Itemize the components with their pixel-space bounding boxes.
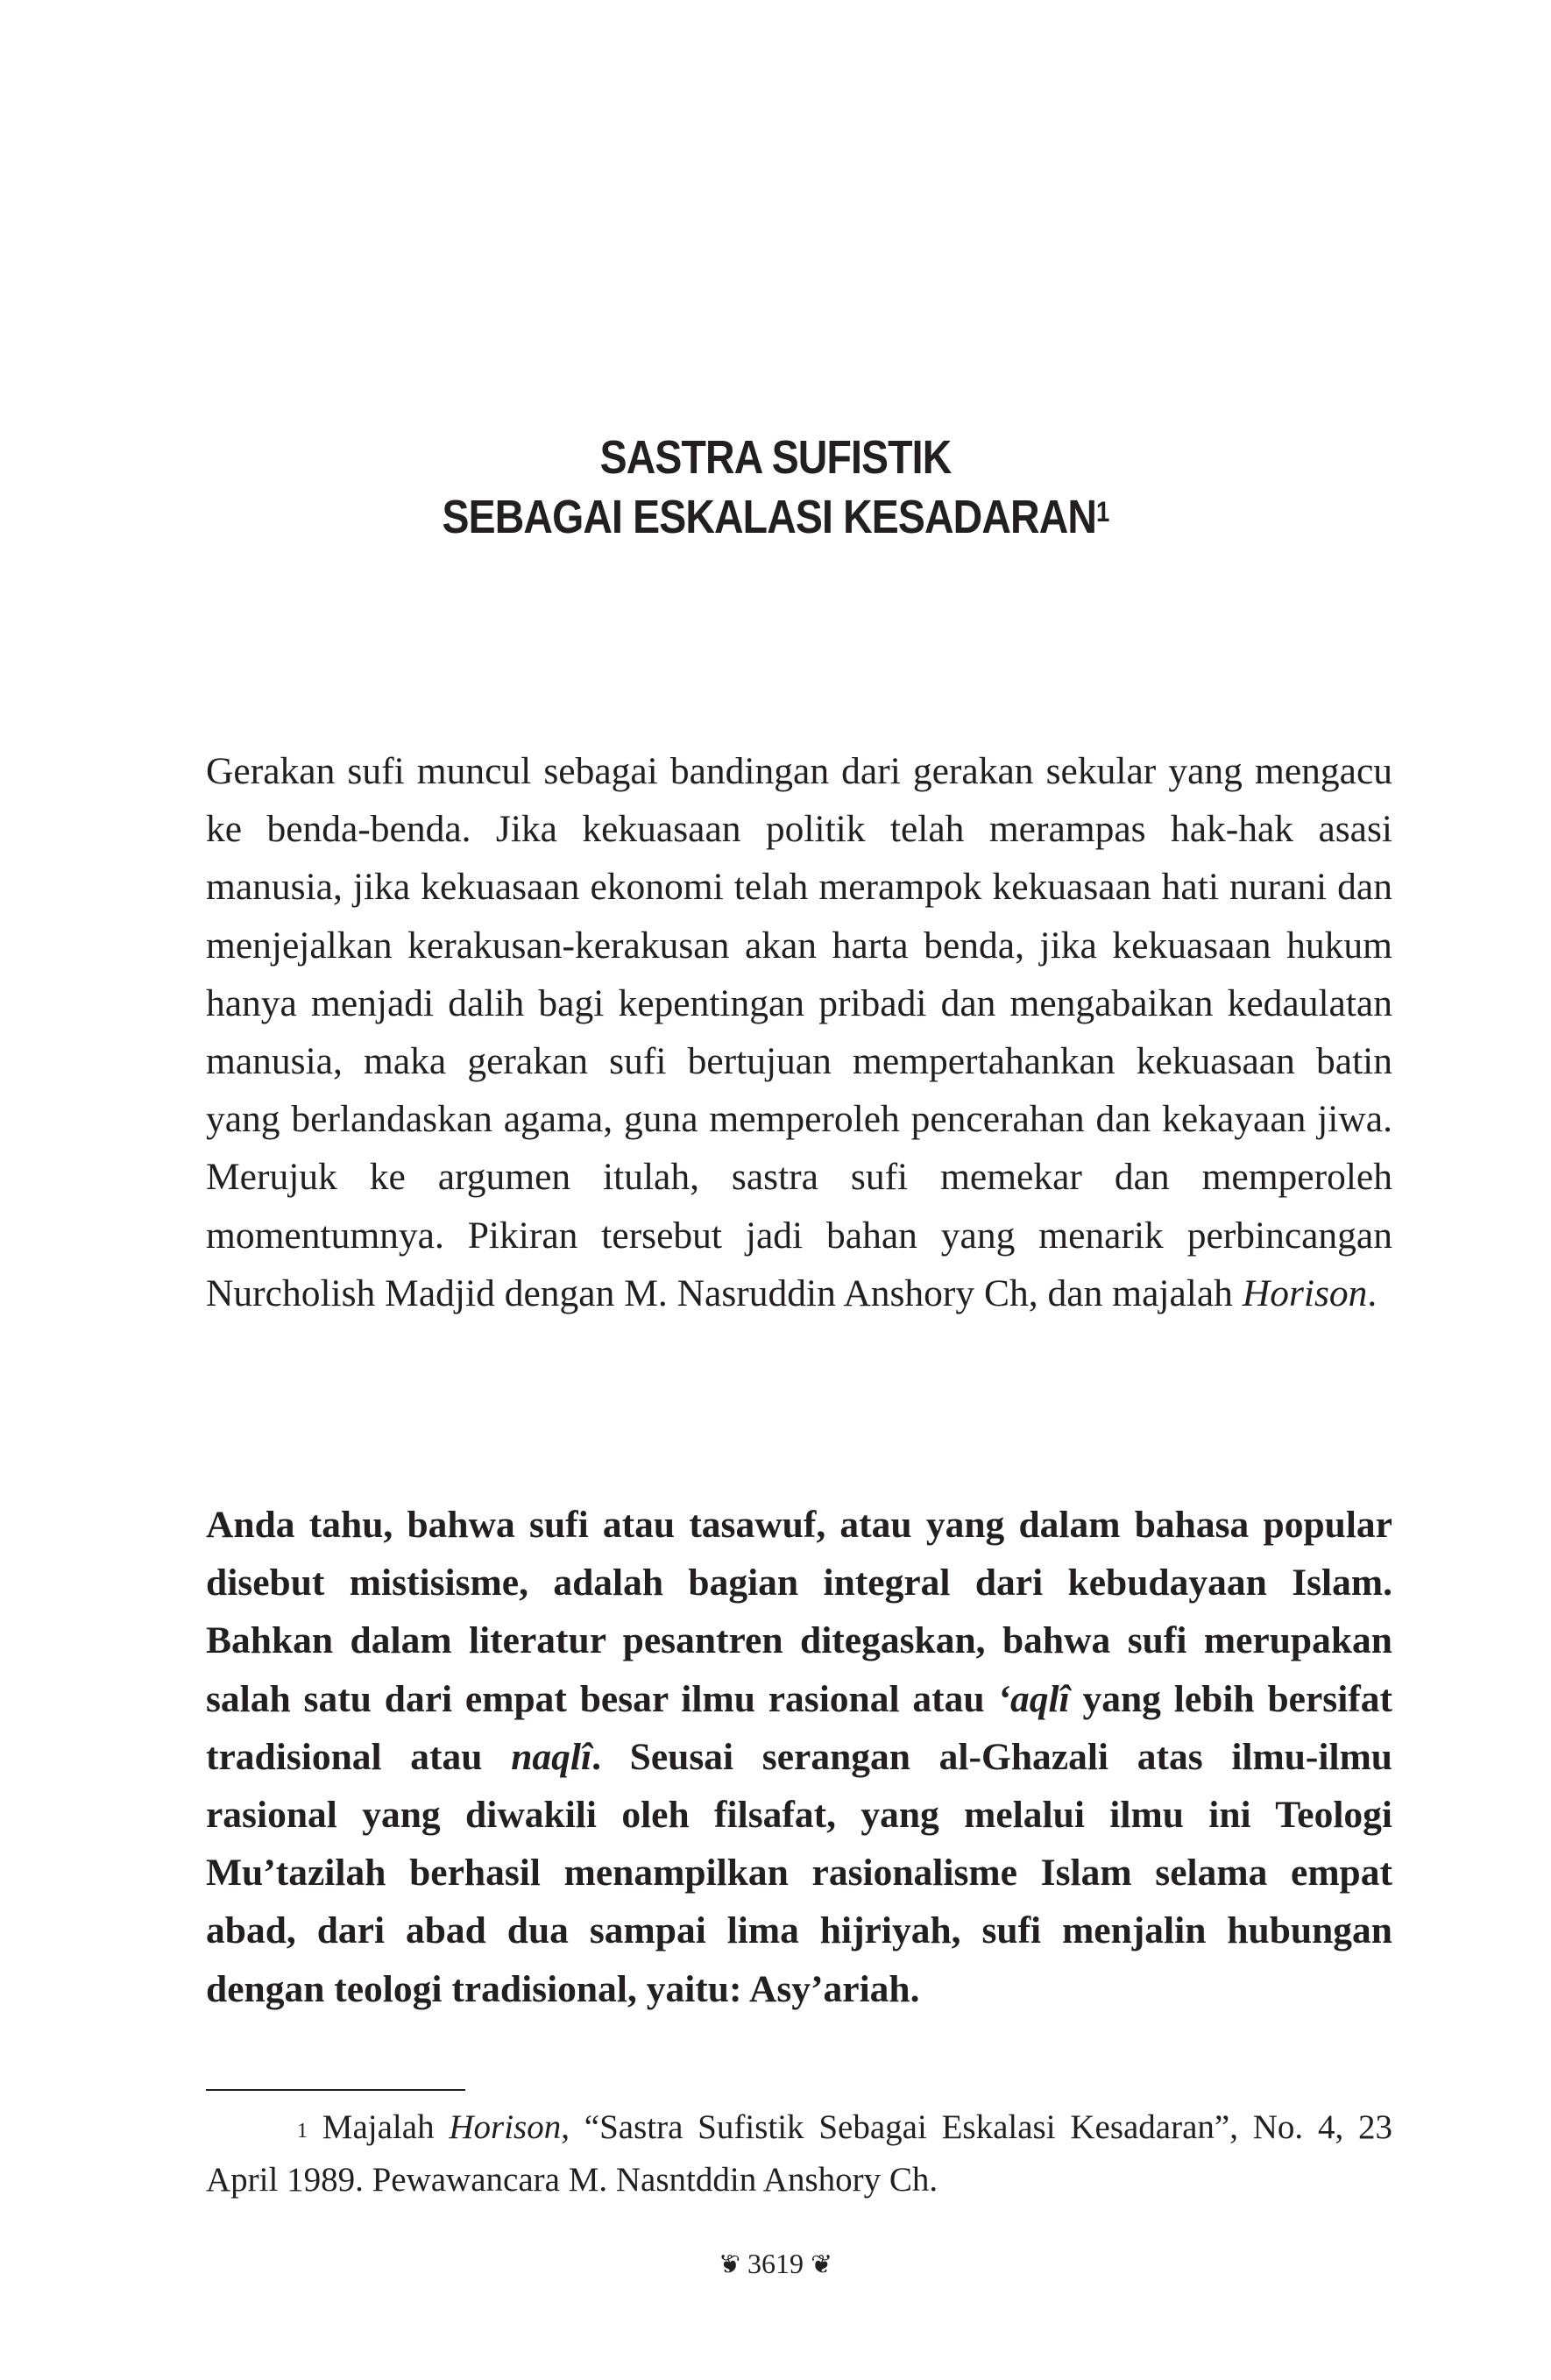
title-footnote-ref[interactable]: 1	[1096, 496, 1109, 528]
paragraph-2-part-2: yang lebih bersifat tradisional atau	[206, 1677, 1393, 1778]
paragraph-2-part-1: Anda tahu, bahwa sufi atau tasawuf, atau yang dalam bahasa popular disebut mistisisme, adalah bagian integral dari kebudayaan Islam. Bahkan dalam literatur pesantren ditegaskan, bahwa sufi merupakan salah satu dari empat besar ilmu rasional atau	[206, 1504, 1392, 1720]
page-title	[109, 428, 1442, 547]
paragraph-2-italic-aqli: ʻaqlî	[997, 1677, 1070, 1720]
footnote-italic: Horison	[449, 2108, 562, 2146]
title-line-1: SASTRA SUFISTIK	[599, 431, 952, 484]
footnote-rest: , “Sastra Sufistik Sebagai Eskalasi Kesadaran”, No. 4, 23 April 1989. Pewawancara M. Nasntddin Anshory Ch.	[206, 2108, 1393, 2199]
paragraph-1-end: .	[1367, 1271, 1377, 1314]
footnote-prefix: Majalah	[322, 2108, 435, 2146]
paragraph-2-part-3: . Seusai serangan al-Ghazali atas ilmu-ilmu rasional yang diwakili oleh filsafat, yang melalui ilmu ini Teologi Mu’tazilah berhasil menampilkan rasionalisme Islam selama empat abad, dari abad dua sampai lima hijriyah, sufi menjalin hubungan dengan teologi tradisional, yaitu: Asy’ariah.	[206, 1735, 1392, 2010]
page-number: 3619	[747, 2248, 804, 2279]
footnote-number: 1	[297, 2120, 308, 2143]
paragraph-2	[206, 1496, 1392, 2018]
ornament-right-icon: ❦	[811, 2250, 833, 2279]
paragraph-1-italic: Horison	[1242, 1271, 1368, 1314]
footnote-divider	[206, 2089, 465, 2091]
paragraph-1	[206, 742, 1392, 1322]
title-line-2	[109, 487, 1442, 547]
page-number-footer	[0, 2246, 1551, 2283]
paragraph-1-text: Gerakan sufi muncul sebagai bandingan dari gerakan sekular yang mengacu ke benda-benda. Jika kekuasaan politik telah merampas hak-hak asasi manusia, jika kekuasaan ekonomi telah merampok kekuasaan hati nurani dan menjejalkan kerakusan-kerakusan akan harta benda, jika kekuasaan hukum hanya menjadi dalih bagi kepentingan pribadi dan mengabaikan kedaulatan manusia, maka gerakan sufi bertujuan mempertahankan kekuasaan batin yang berlandaskan agama, guna memperoleh pencerahan dan kekayaan jiwa. Merujuk ke argumen itulah, sastra sufi memekar dan memperoleh momentumnya. Pikiran tersebut jadi bahan yang menarik perbincangan Nurcholish Madjid dengan M. Nasruddin Anshory Ch, dan majalah	[206, 750, 1392, 1314]
ornament-left-icon: ❦	[718, 2250, 740, 2279]
paragraph-2-italic-naqli: naqlî	[511, 1735, 592, 1778]
title-line-2-text: SEBAGAI ESKALASI KESADARAN	[442, 491, 1097, 543]
footnote	[206, 2101, 1392, 2206]
